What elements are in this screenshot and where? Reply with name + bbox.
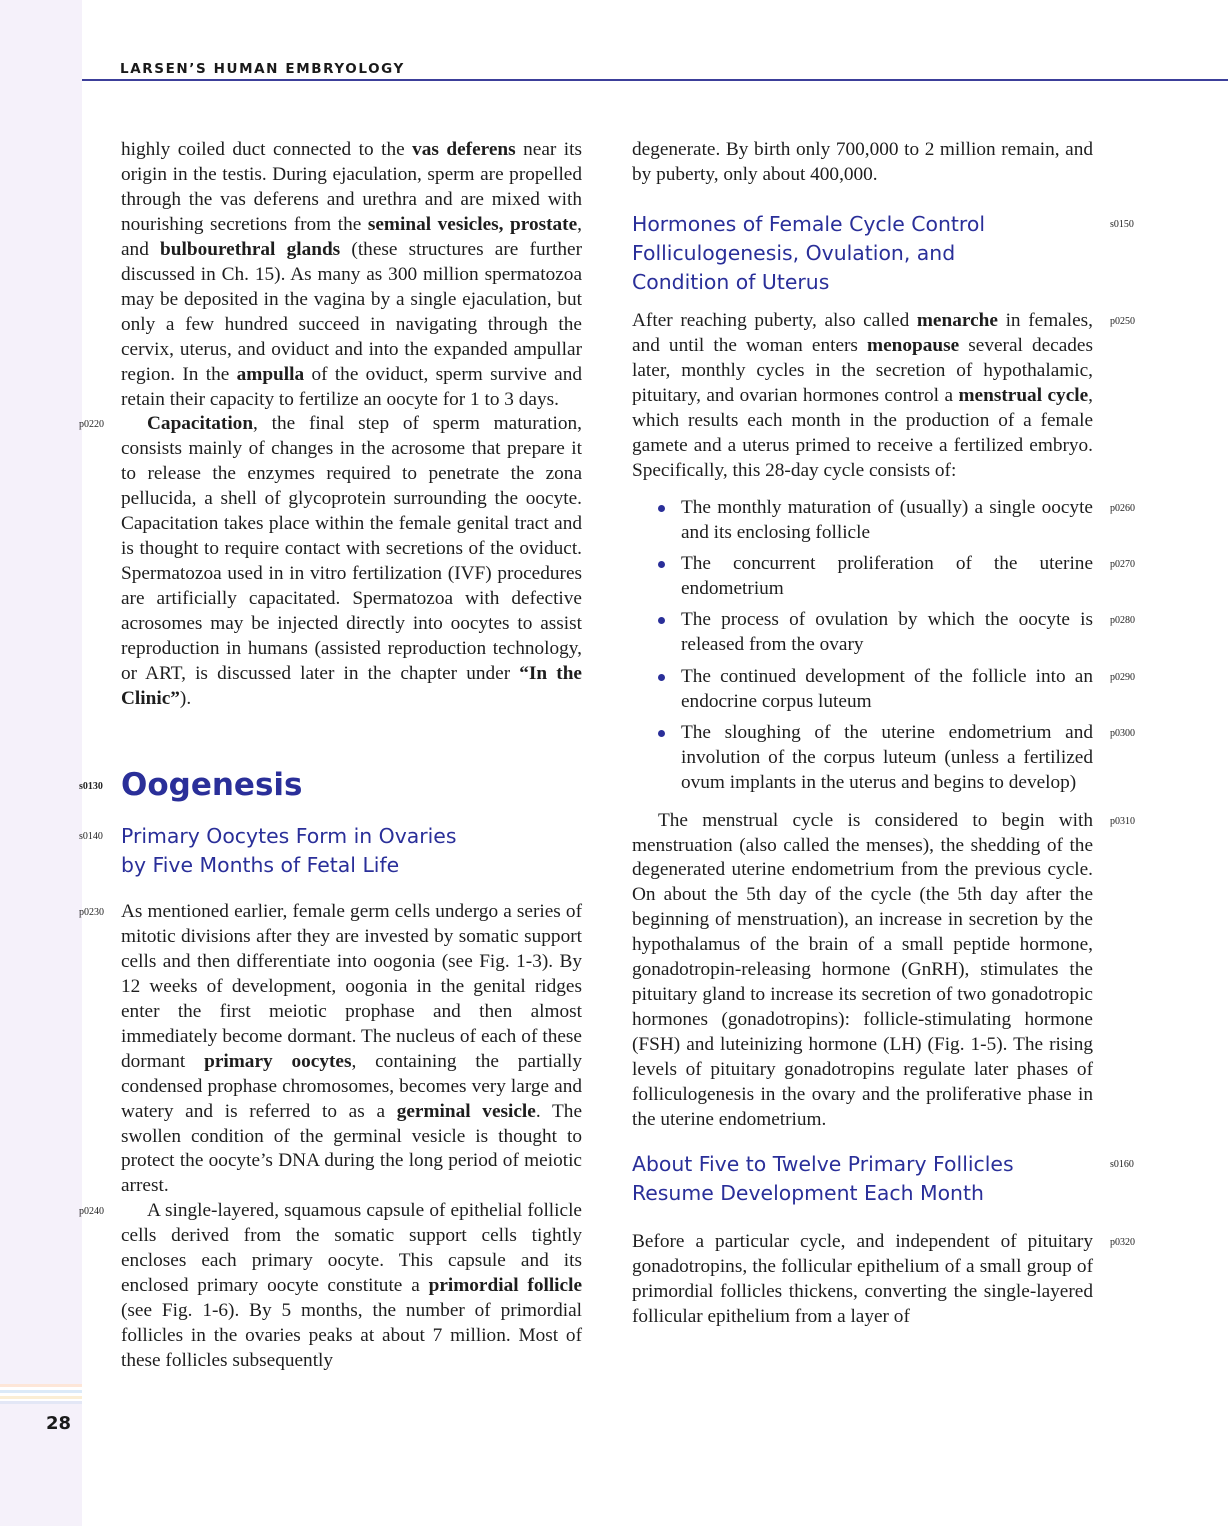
page-number: 28	[46, 1413, 72, 1434]
left-column	[79, 138, 583, 1374]
list-item: p0260 The monthly maturation of (usually) a single oocyte and its enclosing follicle	[632, 496, 1093, 546]
paragraph-p0240: p0240 A single-layered, squamous capsule of epithelial follicle cells derived from the somatic support cells tightly encloses each primary oocyte. This capsule and its enclosed primary oocyte constitute a primordial follicle (see Fig. 1-6). By 5 months, the number of primordial follicles in the ovaries peaks at about 7 million. Most of these follicles subsequently	[79, 1200, 583, 1372]
paragraph-tag: p0310	[1110, 815, 1135, 827]
subheading-primary-follicles: s0160 About Five to Twelve Primary Follicles Resume Development Each Month	[632, 1151, 1134, 1205]
paragraph-tag: p0240	[79, 1206, 104, 1218]
running-header: LARSEN’S HUMAN EMBRYOLOGY	[120, 61, 405, 77]
list-item: p0270 The concurrent proliferation of the uterine endometrium	[632, 552, 1093, 602]
subheading-hormones: s0150 Hormones of Female Cycle Control Folliculogenesis, Ovulation, and Condition of Uterus	[632, 211, 1134, 294]
paragraph-tag: p0290	[1110, 671, 1135, 683]
list-item: p0290 The continued development of the follicle into an endocrine corpus luteum	[632, 665, 1093, 715]
section-heading-oogenesis: s0130 Oogenesis	[79, 766, 303, 803]
list-item: p0300 The sloughing of the uterine endometrium and involution of the corpus luteum (unless a fertilized ovum implants in the uterus and begins to develop)	[632, 721, 1093, 796]
paragraph-tag: p0300	[1110, 728, 1135, 740]
decorative-stripes	[0, 1384, 82, 1404]
paragraph-p0320: p0320 Before a particular cycle, and independent of pituitary gonadotropins, the follicular epithelium of a small group of primordial follicles thickens, converting the single-layered follicular epithelium from a layer of	[632, 1230, 1135, 1327]
paragraph-p0310: p0310 The menstrual cycle is considered to begin with menstruation (also called the menses), the shedding of the degenerated uterine endometrium from the previous cycle. On about the 5th day of the cycle (the 5th day after the beginning of menstruation), an increase in secretion by the hypothalamus of the brain of a small peptide hormone, gonadotropin-releasing hormone (GnRH), stimulates the pituitary gland to increase its secretion of two gonadotropic hormones (gonadotropins): follicle-stimulating hormone (FSH) and luteinizing hormone (LH) (Fig. 1-5). The rising levels of pituitary gonadotropins regulate later phases of folliculogenesis in the ovary and the proliferative phase in the uterine endometrium.	[632, 809, 1135, 1130]
right-column	[632, 138, 1135, 1330]
section-tag: s0160	[1110, 1158, 1134, 1170]
cycle-list	[632, 496, 1135, 796]
bullet-icon	[658, 561, 665, 568]
paragraph-tag: p0320	[1110, 1236, 1135, 1248]
bullet-icon	[658, 674, 665, 681]
subheading-primary-oocytes: s0140 Primary Oocytes Form in Ovaries by Five Months of Fetal Life	[79, 823, 457, 877]
section-tag: s0150	[1110, 218, 1134, 230]
paragraph-tag: p0280	[1110, 615, 1135, 627]
paragraph-p0250: p0250 After reaching puberty, also called menarche in females, and until the woman enters menopause several decades later, monthly cycles in the secretion of hypothalamic, pituitary, and ovarian hormones control a menstrual cycle, which results each month in the production of a female gamete and a uterus primed to receive a fertilized embryo. Specifically, this 28-day cycle consists of:	[632, 309, 1135, 481]
paragraph-tag: p0230	[79, 906, 104, 918]
paragraph-intro: highly coiled duct connected to the vas deferens near its origin in the testis. During ejaculation, sperm are propelled through the vas deferens and urethra and are mixed with nourishing secretions from the seminal vesicles, prostate, and bulbourethral glands (these structures are further discussed in Ch. 15). As many as 300 million spermatozoa may be deposited in the vagina by a single ejaculation, but only a few hundred succeed in navigating through the cervix, uterus, and oviduct and into the expanded ampullar region. In the ampulla of the oviduct, sperm survive and retain their capacity to fertilize an oocyte for 1 to 3 days.	[121, 139, 582, 410]
paragraph-p0230: p0230 As mentioned earlier, female germ cells undergo a series of mitotic divisions after they are invested by somatic support cells and then differentiate into oogonia (see Fig. 1-3). By 12 weeks of development, oogonia in the genital ridges enter the first meiotic prophase and then almost immediately become dormant. The nucleus of each of these dormant primary oocytes, containing the partially condensed prophase chromosomes, becomes very large and watery and is referred to as a germinal vesicle. The swollen condition of the germinal vesicle is thought to protect the oocyte’s DNA during the long period of meiotic arrest.	[79, 900, 582, 1197]
paragraph-continued: degenerate. By birth only 700,000 to 2 million remain, and by puberty, only about 400,000.	[632, 139, 1093, 185]
paragraph-tag: p0270	[1110, 558, 1135, 570]
paragraph-p0220: p0220 Capacitation, the final step of sperm maturation, consists mainly of changes in the acrosome that prepare it to release the enzymes required to penetrate the zona pellucida, a shell of glycoprotein surrounding the oocyte. Capacitation takes place within the female genital tract and is thought to require contact with secretions of the oviduct. Spermatozoa used in in vitro fertilization (IVF) procedures are artificially capacitated. Spermatozoa with defective acrosomes may be injected directly into oocytes to assist reproduction in humans (assisted reproduction technology, or ART, is discussed later in the chapter under “In the Clinic”).	[79, 413, 582, 709]
paragraph-tag: p0220	[79, 419, 104, 431]
paragraph-tag: p0250	[1110, 315, 1135, 327]
header-rule	[82, 79, 1228, 81]
section-tag: s0130	[79, 780, 103, 792]
margin-strip	[0, 0, 82, 1526]
section-tag: s0140	[79, 830, 103, 842]
paragraph-tag: p0260	[1110, 502, 1135, 514]
bullet-icon	[658, 505, 665, 512]
list-item: p0280 The process of ovulation by which the oocyte is released from the ovary	[632, 608, 1093, 658]
bullet-icon	[658, 730, 665, 737]
bullet-icon	[658, 617, 665, 624]
